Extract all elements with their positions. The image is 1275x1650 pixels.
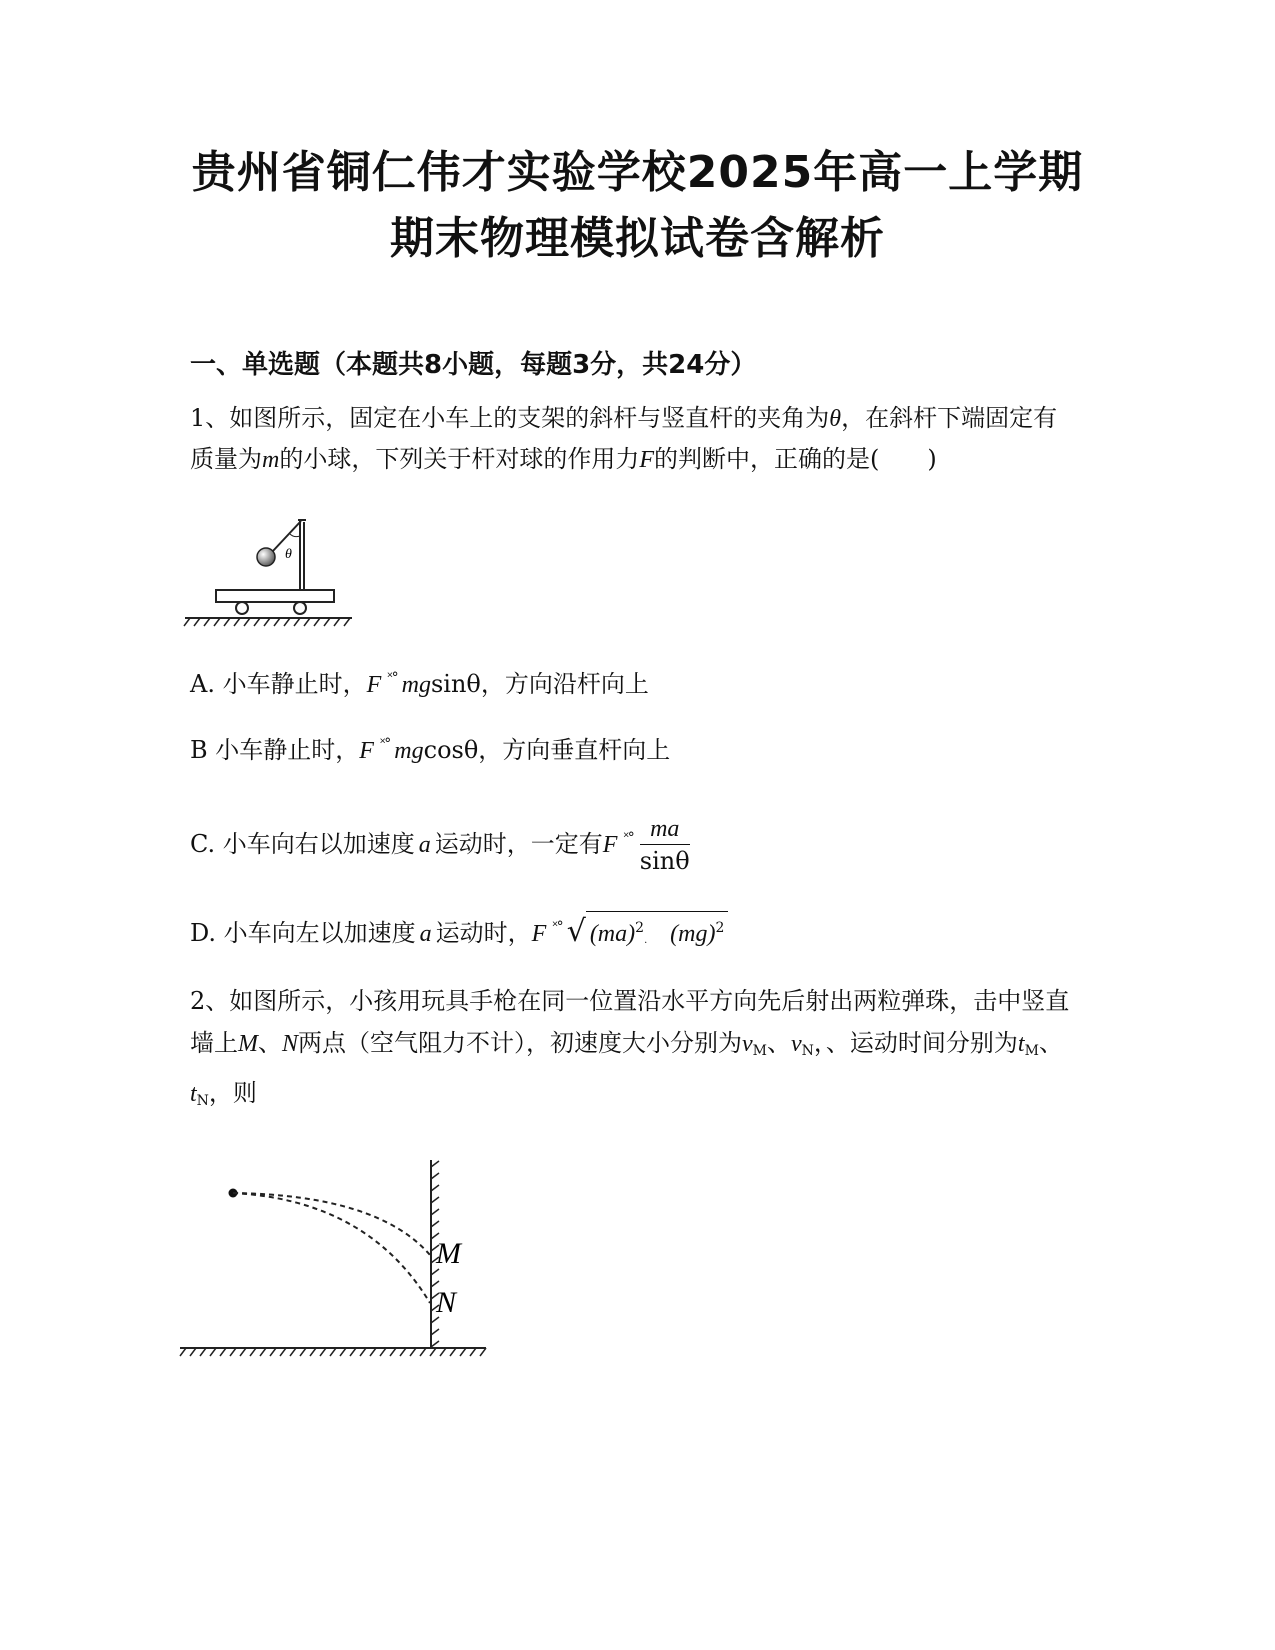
option-c-accel: a — [418, 832, 431, 858]
q2-sep-3: 、 — [1038, 1029, 1063, 1057]
cart-wheel-right — [294, 602, 306, 614]
q2-point-m: M — [238, 1031, 258, 1057]
q1-text-d: 的判断中，正确的是( ) — [654, 445, 937, 473]
q1-text-a: 1、如图所示，固定在小车上的支架的斜杆与竖直杆的夹角为 — [190, 404, 830, 432]
ball — [257, 548, 275, 566]
option-d-mid: 运动时， — [435, 919, 532, 947]
question-2-stem — [190, 980, 1080, 1122]
option-d-radicand — [586, 911, 729, 957]
q1-option-d[interactable] — [190, 905, 728, 957]
q2-trajectory-figure — [178, 1155, 508, 1370]
option-c-mid: 运动时，一定有 — [434, 830, 603, 858]
trajectory-upper — [233, 1193, 430, 1255]
cart-body — [216, 590, 334, 602]
q2-text-d: ，则 — [208, 1079, 257, 1107]
option-b-cos: cosθ — [423, 736, 479, 764]
q2-time-m-sub: M — [1024, 1043, 1039, 1059]
option-a-force: F — [366, 672, 382, 698]
ground-hatching — [180, 1348, 486, 1356]
document-title-line-1: 贵州省铜仁伟才实验学校2025年高一上学期 — [191, 147, 1084, 198]
radicand-exp-2: 2 — [715, 920, 725, 936]
q2-sep-1: 、 — [258, 1029, 282, 1057]
option-a-sin: sinθ — [430, 670, 481, 698]
q1-text-c: 的小球，下列关于杆对球的作用力 — [279, 445, 640, 473]
trajectory-lower — [233, 1193, 430, 1303]
ground-hatching — [184, 618, 350, 626]
radicand-exp-1: 2 — [635, 920, 645, 936]
option-a-garbled-symbol: ˟° — [387, 670, 398, 686]
q2-text-b: 两点（空气阻力不计），初速度大小分别为 — [298, 1029, 743, 1057]
option-c-fraction — [640, 814, 690, 877]
option-b-suffix: ，方向垂直杆向上 — [478, 736, 671, 764]
option-b-prefix: B 小车静止时， — [190, 736, 360, 764]
option-c-force: F — [602, 832, 618, 858]
option-b-mg: mg — [394, 738, 424, 764]
radicand-term-2: (mg) — [670, 921, 716, 947]
q1-cart-figure — [180, 510, 360, 635]
sqrt-radical-icon: √ — [566, 914, 586, 949]
option-d-force: F — [531, 921, 547, 947]
q2-time-m: t — [1017, 1031, 1025, 1057]
document-title-line-2: 期末物理模拟试卷含解析 — [390, 213, 885, 264]
question-1-stem — [190, 398, 1080, 480]
option-c-garbled-symbol: ˟° — [623, 830, 634, 846]
radicand-operator: . — [644, 935, 648, 946]
option-a-mg: mg — [401, 672, 431, 698]
option-d-prefix: D. 小车向左以加速度 — [190, 919, 416, 947]
q2-time-n: t — [190, 1081, 197, 1107]
q1-force-symbol: F — [639, 447, 655, 473]
q2-text-c: ，、运动时间分别为 — [813, 1029, 1018, 1057]
angle-label-theta: θ — [285, 547, 292, 562]
q2-velocity-m-sub: M — [752, 1043, 768, 1059]
radicand-term-1: (ma) — [589, 921, 636, 947]
q1-mass-symbol: m — [262, 447, 280, 473]
q2-velocity-m: v — [742, 1031, 753, 1057]
option-a-prefix: A. 小车静止时， — [190, 670, 367, 698]
label-n: N — [436, 1286, 457, 1319]
q1-theta: θ — [829, 406, 842, 432]
fraction-denominator: sinθ — [639, 847, 690, 875]
option-c-prefix: C. 小车向右以加速度 — [190, 830, 415, 858]
section-heading: 一、单选题（本题共8小题，每题3分，共24分） — [190, 350, 757, 380]
q2-text-a: 2、如图所示，小孩用玩具手枪在同一位置沿水平方向先后射出两粒弹珠，击中竖直墙上 — [190, 987, 1070, 1057]
q2-time-n-sub: N — [196, 1093, 209, 1109]
fraction-numerator: ma — [640, 814, 690, 845]
q1-option-a[interactable] — [190, 661, 649, 702]
cart-wheel-left — [236, 602, 248, 614]
angle-arc — [290, 534, 300, 537]
option-b-force: F — [359, 738, 374, 764]
q1-option-c[interactable] — [190, 814, 690, 877]
label-m: M — [436, 1237, 461, 1270]
q2-velocity-n: v — [791, 1031, 802, 1057]
option-d-garbled-symbol: ˟° — [552, 919, 563, 935]
q1-option-b[interactable] — [190, 727, 670, 768]
q2-point-n: N — [282, 1031, 299, 1057]
option-a-suffix: ，方向沿杆向上 — [480, 670, 649, 698]
q1-text-b: ，在斜杆下端固定有质量为 — [190, 404, 1058, 473]
option-d-accel: a — [419, 921, 432, 947]
q2-velocity-n-sub: N — [801, 1043, 814, 1059]
q2-sep-2: 、 — [767, 1029, 792, 1057]
option-b-garbled-symbol: ˟° — [379, 736, 391, 752]
